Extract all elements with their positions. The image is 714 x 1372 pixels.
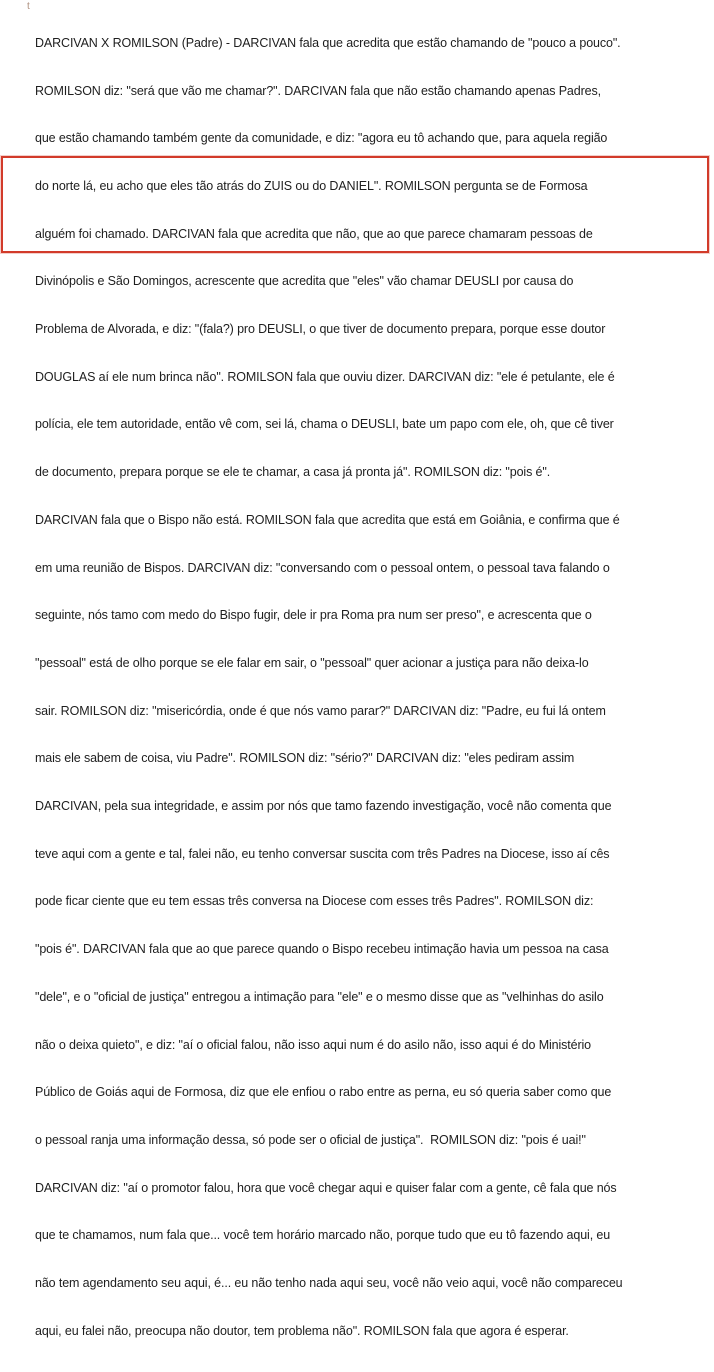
text-line: pode ficar ciente que eu tem essas três conversa na Diocese com esses três Padres". ROMILSON diz: [35, 894, 594, 909]
text-line: do norte lá, eu acho que eles tão atrás do ZUIS ou do DANIEL". ROMILSON pergunta se de Formosa [35, 178, 588, 193]
text-line-highlighted: "pessoal" está de olho porque se ele falar em sair, o "pessoal" quer acionar a justiça para não deixa-lo [35, 655, 589, 670]
text-line: ROMILSON diz: "será que vão me chamar?". DARCIVAN fala que não estão chamando apenas Padres, [35, 83, 601, 98]
text-line: DARCIVAN diz: "aí o promotor falou, hora que você chegar aqui e quiser falar com a gente, cê fala que nós [35, 1180, 617, 1195]
text-line: Divinópolis e São Domingos, acrescente que acredita que "eles" vão chamar DEUSLI por causa do [35, 274, 574, 289]
text-line: de documento, prepara porque se ele te chamar, a casa já pronta já". ROMILSON diz: "pois é". [35, 465, 551, 480]
text-line: DOUGLAS aí ele num brinca não". ROMILSON fala que ouviu dizer. DARCIVAN diz: "ele é petulante, ele é [35, 369, 615, 384]
text-line-highlighted: sair. ROMILSON diz: "misericórdia, onde é que nós vamo parar?" DARCIVAN diz: "Padre, eu fui lá ontem [35, 703, 606, 718]
text-line: teve aqui com a gente e tal, falei não, eu tenho conversar suscita com três Padres na Diocese, isso aí cês [35, 846, 610, 861]
text-line: aqui, eu falei não, preocupa não doutor, tem problema não". ROMILSON fala que agora é esperar. [35, 1323, 569, 1338]
text-line: que te chamamos, num fala que... você tem horário marcado não, porque tudo que eu tô fazendo aqui, eu [35, 1228, 611, 1243]
text-line: DARCIVAN, pela sua integridade, e assim por nós que tamo fazendo investigação, você não comenta que [35, 799, 612, 814]
text-line-highlighted: DARCIVAN fala que o Bispo não está. ROMILSON fala que acredita que está em Goiânia, e confirma que é [35, 512, 620, 527]
transcript-text [35, 4, 711, 1372]
text-line: não tem agendamento seu aqui, é... eu não tenho nada aqui seu, você não veio aqui, você não compareceu [35, 1276, 623, 1291]
text-line-highlighted: mais ele sabem de coisa, viu Padre". ROMILSON diz: "sério?" DARCIVAN diz: "eles pediram assim [35, 751, 575, 766]
margin-artifact-mark: t [27, 1, 30, 12]
text-line: "pois é". DARCIVAN fala que ao que parece quando o Bispo recebeu intimação havia um pessoa na casa [35, 942, 609, 957]
text-line-highlighted: seguinte, nós tamo com medo do Bispo fugir, dele ir pra Roma pra num ser preso", e acrescenta que o [35, 608, 592, 623]
text-line: Problema de Alvorada, e diz: "(fala?) pro DEUSLI, o que tiver de documento prepara, porque esse doutor [35, 322, 606, 337]
text-line: DARCIVAN X ROMILSON (Padre) - DARCIVAN fala que acredita que estão chamando de "pouco a pouco". [35, 35, 621, 50]
text-line-highlighted: em uma reunião de Bispos. DARCIVAN diz: "conversando com o pessoal ontem, o pessoal tava falando o [35, 560, 610, 575]
text-line: polícia, ele tem autoridade, então vê com, sei lá, chama o DEUSLI, bate um papo com ele, oh, que cê tiver [35, 417, 614, 432]
text-line: o pessoal ranja uma informação dessa, só pode ser o oficial de justiça". ROMILSON diz: "pois é uai!" [35, 1132, 586, 1147]
text-line: "dele", e o "oficial de justiça" entregou a intimação para "ele" e o mesmo disse que as "velhinhas do asilo [35, 989, 604, 1004]
text-line: alguém foi chamado. DARCIVAN fala que acredita que não, que ao que parece chamaram pessoas de [35, 226, 593, 241]
text-line: que estão chamando também gente da comunidade, e diz: "agora eu tô achando que, para aquela região [35, 131, 608, 146]
text-line: não o deixa quieto", e diz: "aí o oficial falou, não isso aqui num é do asilo não, isso aqui é do Ministério [35, 1037, 591, 1052]
text-line: Público de Goiás aqui de Formosa, diz que ele enfiou o rabo entre as perna, eu só queria saber como que [35, 1085, 612, 1100]
